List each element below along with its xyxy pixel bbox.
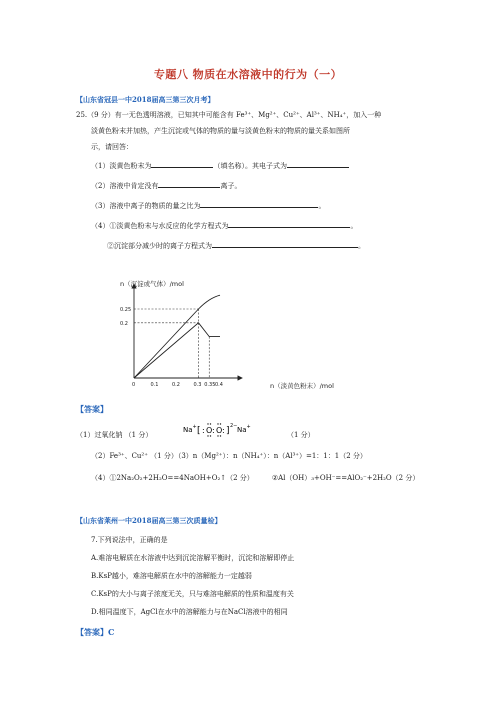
svg-text:[: [ bbox=[197, 426, 201, 436]
answer-blank-ions[interactable] bbox=[158, 180, 220, 188]
q25-stem-line3: 示，请回答： bbox=[91, 143, 133, 151]
y-axis-label: n（沉淀或气体）/mol bbox=[120, 280, 184, 288]
answer-label-q7: 【答案】C bbox=[76, 627, 115, 637]
series-gas-line bbox=[134, 295, 220, 378]
svg-text:+: + bbox=[192, 424, 197, 430]
svg-text:Na: Na bbox=[183, 426, 193, 434]
q25-part1 bbox=[91, 160, 349, 171]
na2o2-electron-formula-icon bbox=[181, 419, 281, 441]
svg-text:]: ] bbox=[226, 426, 230, 436]
q7-option-d: D.相同温度下，AgCl在水中的溶解能力与在NaCl溶液中的相同 bbox=[91, 608, 288, 616]
answer1-line1-score: （1 分） bbox=[287, 431, 315, 439]
answer-blank-equation1[interactable] bbox=[228, 220, 350, 228]
q25-part2-text-a: （2）溶液中肯定没有 bbox=[91, 182, 159, 190]
svg-text::: : bbox=[212, 426, 215, 435]
q25-stem-line2: 淡黄色粉末并加热，产生沉淀或气体的物质的量与淡黄色粉末的物质的量关系如图所 bbox=[91, 127, 350, 135]
q25-part2-text-b: 离子。 bbox=[220, 182, 242, 190]
source-q7: 【山东省莱州一中2018届高三第三次质量检】 bbox=[76, 516, 222, 525]
svg-text::: : bbox=[202, 426, 205, 435]
y-tick-label: 0.2 bbox=[120, 320, 128, 327]
q7-option-a: A.难溶电解质在水溶液中达到沉淀溶解平衡时，沉淀和溶解即停止 bbox=[91, 554, 295, 562]
answer-blank-ratio[interactable] bbox=[200, 200, 318, 208]
x-tick-label: 0.35 bbox=[204, 382, 216, 388]
q25-part1-text-b: （填名称）。其电子式为 bbox=[213, 162, 287, 170]
answer1-line1: （1）过氧化钠 （1 分） bbox=[76, 431, 153, 439]
page-title: 专题八 物质在水溶液中的行为（一） bbox=[153, 68, 343, 81]
precipitate-gas-chart bbox=[100, 276, 370, 394]
answer1-line3 bbox=[91, 473, 419, 483]
svg-text:+: + bbox=[246, 424, 251, 430]
q25-part3-text: （3）溶液中离子的物质的量之比为 bbox=[91, 202, 201, 210]
svg-text:O: O bbox=[216, 426, 223, 435]
q25-part5-text: ②沉淀部分减少时的离子方程式为 bbox=[107, 242, 212, 250]
svg-text:O: O bbox=[206, 426, 213, 435]
series-precipitate-line bbox=[134, 323, 220, 378]
answer-label: 【答案】 bbox=[76, 404, 108, 414]
q7-option-c: C.KsP的大小与离子浓度无关，只与难溶电解质的性质和温度有关 bbox=[91, 590, 294, 598]
answer-blank-formula[interactable] bbox=[287, 160, 349, 168]
answer1-line2: （2）Fe³⁺、Cu²⁺ （1 分）（3）n（Mg²⁺）：n（NH₄⁺）：n（Al³⁺）=1：1：1（2 分） bbox=[91, 452, 367, 460]
svg-text:Na: Na bbox=[237, 426, 247, 434]
q25-part5: ②沉淀部分减少时的离子方程式为 。 bbox=[107, 242, 365, 250]
q25-part4: （4）①淡黄色粉末与水反应的化学方程式为 。 bbox=[91, 222, 358, 230]
q25-stem-line1: 25.（9 分）有一无色透明溶液，已知其中可能含有 Fe³⁺、Mg²⁺、Cu²⁺、Al³⁺、NH₄⁺，加入一种 bbox=[76, 111, 382, 119]
q25-part2 bbox=[91, 180, 241, 191]
x-tick-label: 0.4 bbox=[215, 382, 223, 388]
x-tick-label: 0.1 bbox=[150, 382, 159, 388]
answer-blank-name[interactable] bbox=[151, 160, 213, 168]
source-q25: 【山东省冠县一中2018届高三第三次月考】 bbox=[76, 95, 215, 104]
svg-text:2−: 2− bbox=[230, 423, 238, 429]
q7-option-b: B.KsP越小，难溶电解质在水中的溶解能力一定越弱 bbox=[91, 572, 252, 580]
x-tick-label: 0 bbox=[132, 382, 136, 388]
answer1-line3-b: ②Al（OH）₃+OH⁻==AlO₂⁻+2H₂O（2 分） bbox=[271, 474, 420, 482]
q25-part3: （3）溶液中离子的物质的量之比为 。 bbox=[91, 202, 326, 210]
x-tick-label: 0.2 bbox=[172, 382, 180, 388]
y-tick-label: 0.25 bbox=[120, 307, 132, 313]
answer1-line3-a: （4）①2Na₂O₂+2H₂O==4NaOH+O₂↑（2 分） bbox=[91, 474, 254, 482]
answer-blank-equation2[interactable] bbox=[212, 240, 358, 248]
x-axis-label: n（淡黄色粉末）/mol bbox=[270, 382, 334, 390]
x-tick-label: 0.3 bbox=[193, 382, 202, 388]
q25-part1-text-a: （1）淡黄色粉末为 bbox=[91, 162, 152, 170]
q25-part4-text: （4）①淡黄色粉末与水反应的化学方程式为 bbox=[91, 222, 229, 230]
svg-text::: : bbox=[222, 426, 225, 435]
q7-stem: 7.下列说法中，正确的是 bbox=[91, 536, 168, 544]
